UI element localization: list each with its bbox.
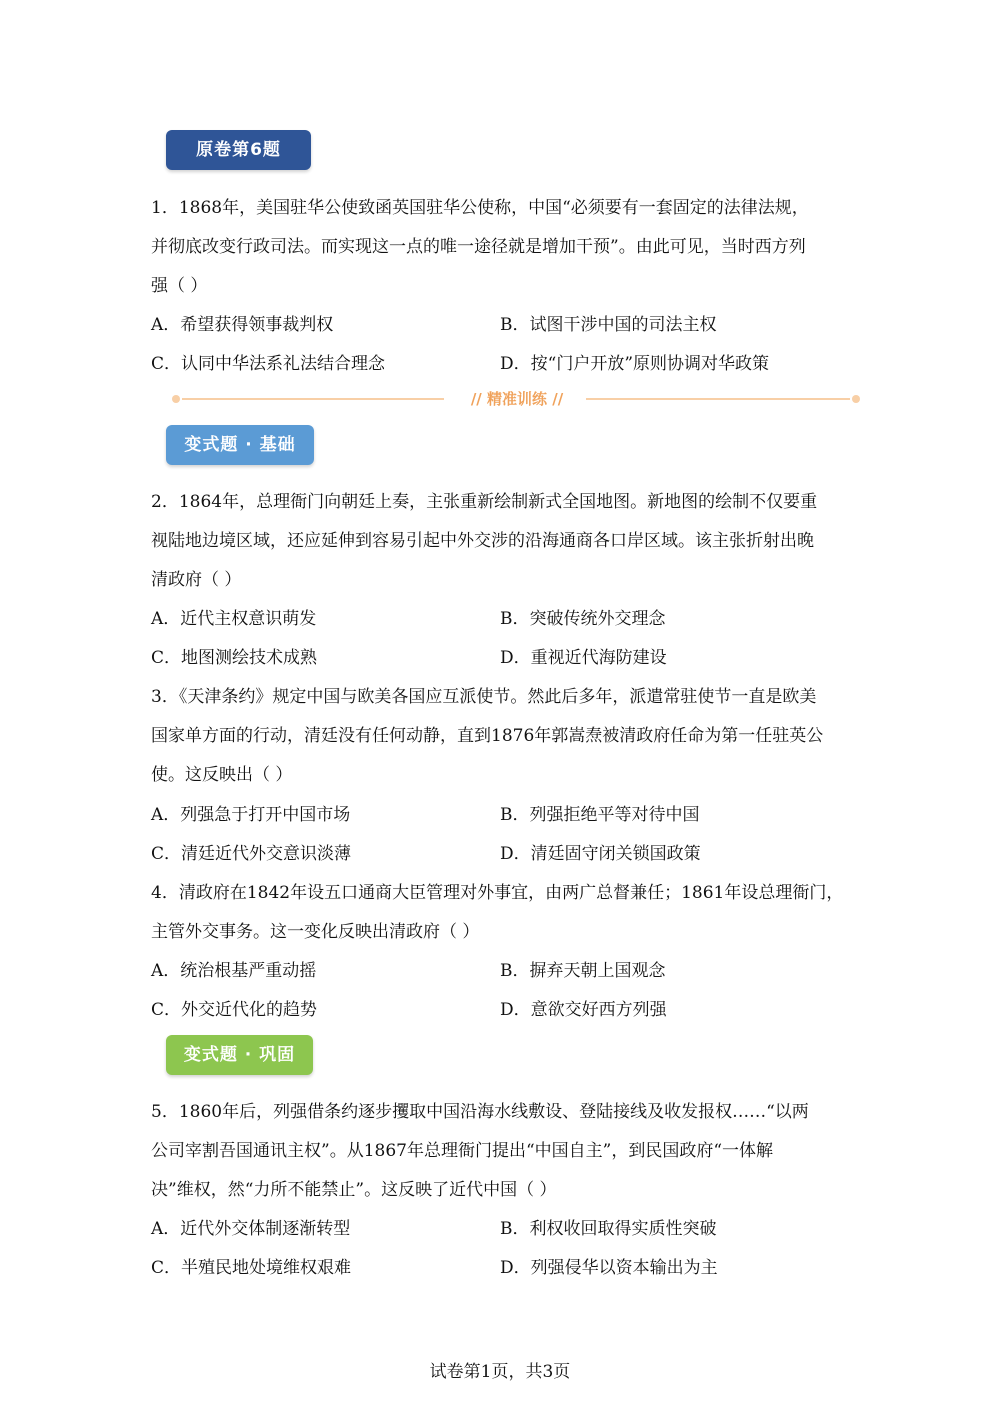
question-1-line-1: 1．1868年，美国驻华公使致函英国驻华公使称，中国“必须要有一套固定的法律法规， <box>151 198 809 218</box>
question-1-option-d: D．按“门户开放”原则协调对华政策 <box>500 354 770 374</box>
question-3-option-b: B．列强拒绝平等对待中国 <box>500 805 700 825</box>
question-4-option-c: C．外交近代化的趋势 <box>151 1000 318 1020</box>
question-4-option-a: A．统治根基严重动摇 <box>151 961 317 981</box>
question-5-line-1: 5．1860年后，列强借条约逐步攫取中国沿海水线敷设、登陆接线及收发报权……“以两 <box>151 1102 809 1122</box>
divider-dot-right <box>852 395 860 403</box>
original-question-tag: 原卷第6题 <box>166 130 311 170</box>
divider-bar-right <box>586 398 850 400</box>
question-5-option-c: C．半殖民地处境维权艰难 <box>151 1258 352 1278</box>
question-3-line-1: 3．《天津条约》规定中国与欧美各国应互派使节。然此后多年，派遣常驻使节一直是欧美 <box>151 687 817 707</box>
question-2-line-2: 视陆地边境区域，还应延伸到容易引起中外交涉的沿海通商各口岸区域。该主张折射出晚 <box>151 531 814 551</box>
question-2-option-d: D．重视近代海防建设 <box>500 648 667 668</box>
question-2-option-c: C．地图测绘技术成熟 <box>151 648 318 668</box>
question-2-line-1: 2．1864年，总理衙门向朝廷上奏，主张重新绘制新式全国地图。新地图的绘制不仅要重 <box>151 492 818 512</box>
consolidation-variant-tag: 变式题 · 巩固 <box>166 1035 313 1075</box>
question-1-option-b: B．试图干涉中国的司法主权 <box>500 315 717 335</box>
precision-training-divider <box>172 389 862 409</box>
question-4-line-2: 主管外交事务。这一变化反映出清政府（ ） <box>151 922 480 942</box>
question-4-line-1: 4．清政府在1842年设五口通商大臣管理对外事宜，由两广总督兼任；1861年设总理衙门， <box>151 883 844 903</box>
question-5-option-a: A．近代外交体制逐渐转型 <box>151 1219 351 1239</box>
question-1-option-c: C．认同中华法系礼法结合理念 <box>151 354 386 374</box>
divider-bar-left <box>182 398 444 400</box>
basic-variant-tag: 变式题 · 基础 <box>166 425 314 465</box>
question-3-line-2: 国家单方面的行动，清廷没有任何动静，直到1876年郭嵩焘被清政府任命为第一任驻英公 <box>151 726 824 746</box>
question-1-line-2: 并彻底改变行政司法。而实现这一点的唯一途径就是增加干预”。由此可见，当时西方列 <box>151 237 806 257</box>
divider-label: // 精准训练 // <box>470 390 564 408</box>
question-5-option-d: D．列强侵华以资本输出为主 <box>500 1258 718 1278</box>
question-3-option-d: D．清廷固守闭关锁国政策 <box>500 844 701 864</box>
question-1-line-3: 强（ ） <box>151 276 208 296</box>
question-2-option-a: A．近代主权意识萌发 <box>151 609 317 629</box>
question-1-option-a: A．希望获得领事裁判权 <box>151 315 334 335</box>
divider-dot-left <box>172 395 180 403</box>
question-4-option-b: B．摒弃天朝上国观念 <box>500 961 666 981</box>
question-4-option-d: D．意欲交好西方列强 <box>500 1000 667 1020</box>
question-2-line-3: 清政府（ ） <box>151 570 242 590</box>
question-5-option-b: B．利权收回取得实质性突破 <box>500 1219 717 1239</box>
question-3-option-a: A．列强急于打开中国市场 <box>151 805 351 825</box>
question-3-line-3: 使。这反映出（ ） <box>151 765 293 785</box>
question-5-line-3: 决”维权，然“力所不能禁止”。这反映了近代中国（ ） <box>151 1180 557 1200</box>
question-5-line-2: 公司宰割吾国通讯主权”。从1867年总理衙门提出“中国自主”，到民国政府“一体解 <box>151 1141 774 1161</box>
page-footer: 试卷第1页，共3页 <box>429 1362 571 1382</box>
question-3-option-c: C．清廷近代外交意识淡薄 <box>151 844 352 864</box>
question-2-option-b: B．突破传统外交理念 <box>500 609 666 629</box>
